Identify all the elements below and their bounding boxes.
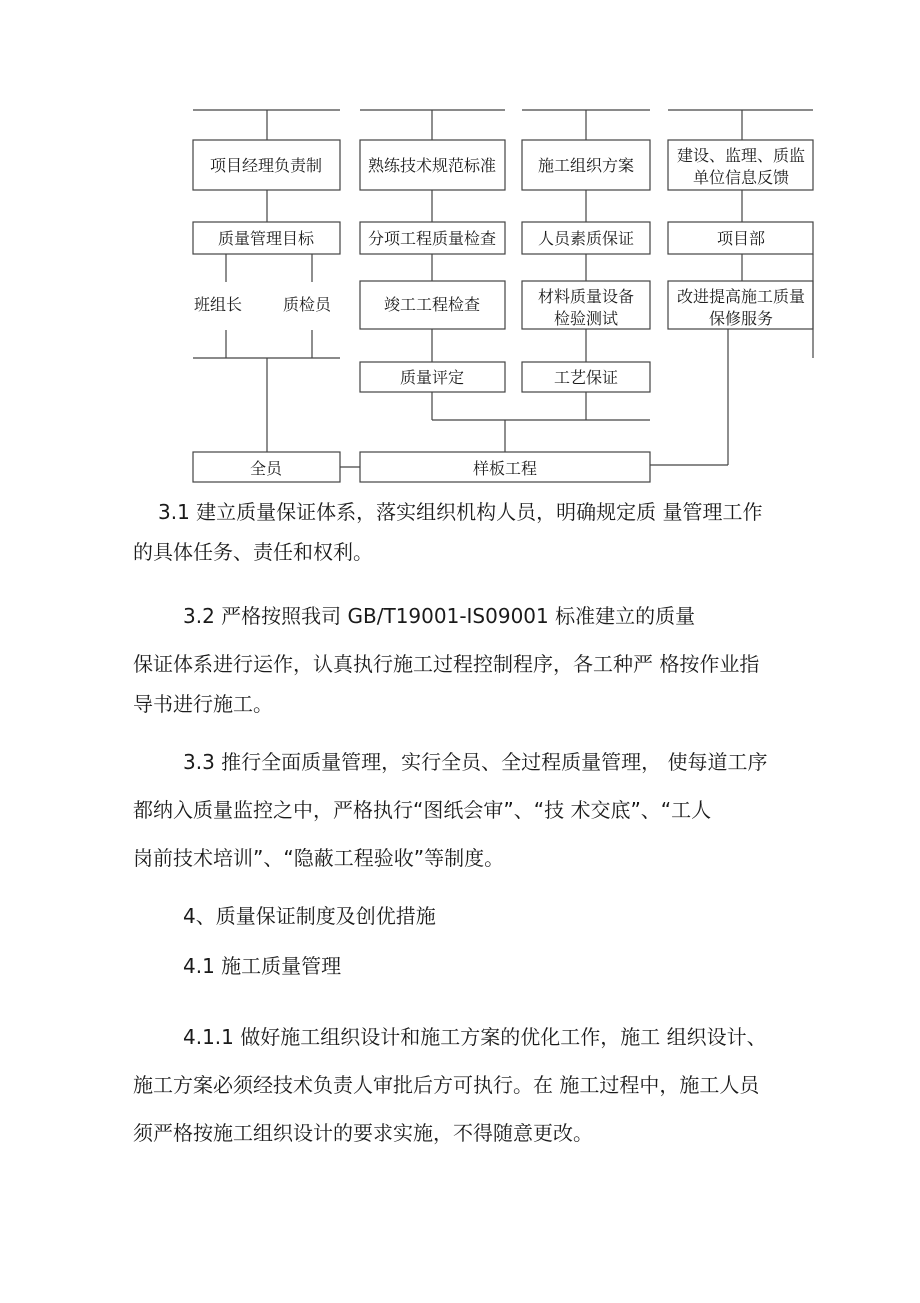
- paragraph-line: 施工方案必须经技术负责人审批后方可执行。在 施工过程中，施工人员: [133, 1073, 760, 1097]
- section-heading-4: 4、质量保证制度及创优措施: [183, 904, 436, 928]
- box-project-manager-label: 项目经理负责制: [209, 156, 323, 175]
- label-quality-inspector: 质检员: [282, 295, 332, 314]
- box-material-testing-label-2: 检验测试: [553, 309, 619, 328]
- box-project-department-label: 项目部: [716, 229, 766, 248]
- paragraph-line: 的具体任务、责任和权利。: [133, 540, 373, 564]
- paragraph-3-2: [133, 596, 833, 724]
- paragraph-line: 岗前技术培训”、“隐蔽工程验收”等制度。: [133, 846, 505, 870]
- box-sample-project-label: 样板工程: [472, 459, 538, 478]
- paragraph-line: 4.1.1 做好施工组织设计和施工方案的优化工作，施工 组织设计、: [183, 1025, 767, 1049]
- quality-assurance-org-chart: [0, 0, 920, 500]
- paragraph-line: 3.3 推行全面质量管理，实行全员、全过程质量管理， 使每道工序: [183, 750, 768, 774]
- box-feedback-label-1: 建设、监理、质监: [676, 146, 806, 165]
- paragraph-3-1: [133, 492, 833, 572]
- box-material-testing-label-1: 材料质量设备: [537, 287, 635, 306]
- box-tech-standards-label: 熟练技术规范标准: [367, 156, 497, 175]
- box-quality-target-label: 质量管理目标: [217, 229, 315, 248]
- box-quality-evaluation-label: 质量评定: [399, 368, 465, 387]
- box-staff-quality-label: 人员素质保证: [537, 229, 635, 248]
- box-improve-quality-label-2: 保修服务: [708, 309, 774, 328]
- box-improve-quality-label-1: 改进提高施工质量: [676, 287, 806, 306]
- paragraph-3-3: [133, 742, 833, 878]
- paragraph-line: 都纳入质量监控之中，严格执行“图纸会审”、“技 术交底”、“工人: [133, 798, 712, 822]
- section-heading-4-1: 4.1 施工质量管理: [183, 954, 342, 978]
- box-subitem-inspection-label: 分项工程质量检查: [367, 229, 497, 248]
- paragraph-line: 保证体系进行运作，认真执行施工过程控制程序，各工种严 格按作业指: [133, 652, 760, 676]
- paragraph-line: 导书进行施工。: [133, 692, 273, 716]
- box-completion-inspection-label: 竣工工程检查: [383, 295, 481, 314]
- paragraph-line: 3.1 建立质量保证体系，落实组织机构人员，明确规定质 量管理工作: [158, 500, 763, 524]
- label-team-leader: 班组长: [193, 295, 243, 314]
- paragraph-4-1-1: [133, 1017, 833, 1153]
- paragraph-line: 3.2 严格按照我司 GB/T19001-IS09001 标准建立的质量: [183, 604, 696, 628]
- box-craft-assurance-label: 工艺保证: [553, 368, 619, 387]
- box-feedback-label-2: 单位信息反馈: [692, 168, 790, 187]
- box-all-staff-label: 全员: [249, 459, 283, 478]
- paragraph-line: 须严格按施工组织设计的要求实施，不得随意更改。: [133, 1121, 593, 1145]
- box-construction-plan-label: 施工组织方案: [537, 156, 635, 175]
